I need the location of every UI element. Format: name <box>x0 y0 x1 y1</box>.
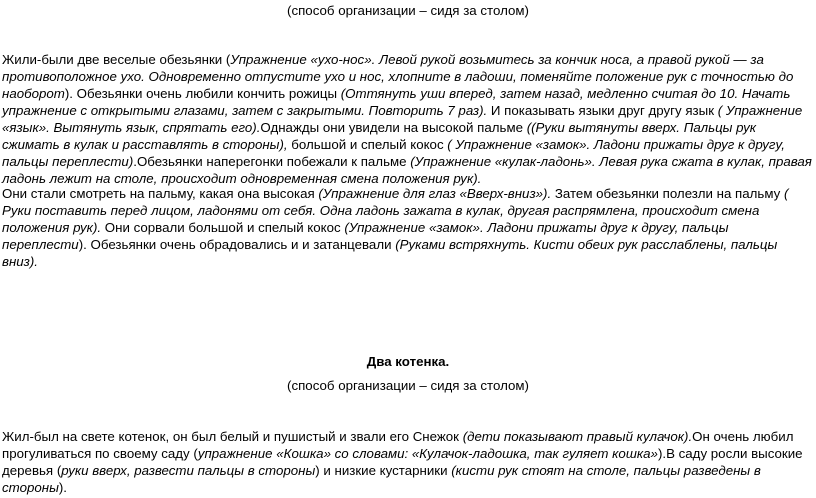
instruction-text: ( Упражнение «язык». Вытянуть язык, спрятать его). <box>2 103 803 135</box>
story-text: ). Обезьянки очень любили кончить рожицы <box>64 86 341 101</box>
method-note-kittens: (способ организации – сидя за столом) <box>287 378 529 393</box>
instruction-text: (Упражнение для глаз «Вверх-вниз»). <box>318 186 552 201</box>
story-text: .Обезьянки наперегонки побежали к пальме <box>133 154 411 169</box>
instruction-text: ( Руки поставить перед лицом, ладонями от себя. Одна ладонь зажата в кулак, другая распрямлена, происходит смена положения рук). <box>2 186 789 235</box>
method-note-top: (способ организации – сидя за столом) <box>287 3 529 18</box>
paragraph-kittens <box>2 428 812 496</box>
story-text: Однажды они увидели на высокой пальме <box>260 120 527 135</box>
story-text: ) и низкие кустарники <box>315 463 452 478</box>
story-text: Жил-был на свете котенок, он был белый и пушистый и звали его Снежок <box>2 429 463 444</box>
story-text: Они стали смотреть на пальму, какая она высокая <box>2 186 319 201</box>
story-text: Затем обезьянки полезли на пальму <box>551 186 784 201</box>
instruction-text: ((Руки вытянуты вверх. Пальцы рук сжимать в кулак и расставлять в стороны), <box>2 120 757 152</box>
instruction-text: ( Упражнение «замок». Ладони прижаты друг к другу, пальцы переплести) <box>2 137 785 169</box>
story-text: ). <box>58 480 67 495</box>
story-text: Они сорвали большой и спелый кокос <box>101 220 345 235</box>
paragraph-monkeys-1 <box>2 51 812 187</box>
story-text: ).В саду росли высокие деревья ( <box>2 446 803 478</box>
paragraph-monkeys-2 <box>2 185 812 270</box>
section-heading-kittens: Два котенка. <box>366 354 450 369</box>
story-text: Жили-были две веселые обезьянки ( <box>2 52 231 67</box>
story-text: большой и спелый кокос <box>287 137 448 152</box>
instruction-text: (кисти рук стоят на столе, пальцы разведены в стороны <box>2 463 761 495</box>
instruction-text: (Оттянуть уши вперед, затем назад, медленно считая до 10. Начать упражнение с открытыми глазами, затем с закрытыми. Повторить 7 раз). <box>2 86 791 118</box>
instruction-text: упражнение «Кошка» со словами: «Кулачок-ладошка, так гуляет кошка» <box>197 446 658 461</box>
instruction-text: (Упражнение «кулак-ладонь». Левая рука сжата в кулак, правая ладонь лежит на столе, происходит одновременная смена положения рук). <box>2 154 812 186</box>
instruction-text: (дети показывают правый кулачок). <box>462 429 693 444</box>
instruction-text: Упражнение «ухо-нос». Левой рукой возьмитесь за кончик носа, а правой рукой — за противоположное ухо. Одновременно отпустите ухо и нос, хлопните в ладоши, поменяйте положение рук с точностью до наоборот <box>2 52 794 101</box>
instruction-text: (Упражнение «замок». Ладони прижаты друг к другу, пальцы переплести <box>2 220 729 252</box>
instruction-text: (Руками встряхнуть. Кисти обеих рук расслаблены, пальцы вниз). <box>2 237 778 269</box>
instruction-text: руки вверх, развести пальцы в стороны <box>61 463 316 478</box>
story-text: ). Обезьянки очень обрадовались и и затанцевали <box>78 237 396 252</box>
story-text: И показывать языки друг другу язык <box>487 103 718 118</box>
story-text: Он очень любил прогуливаться по своему саду ( <box>2 429 794 461</box>
